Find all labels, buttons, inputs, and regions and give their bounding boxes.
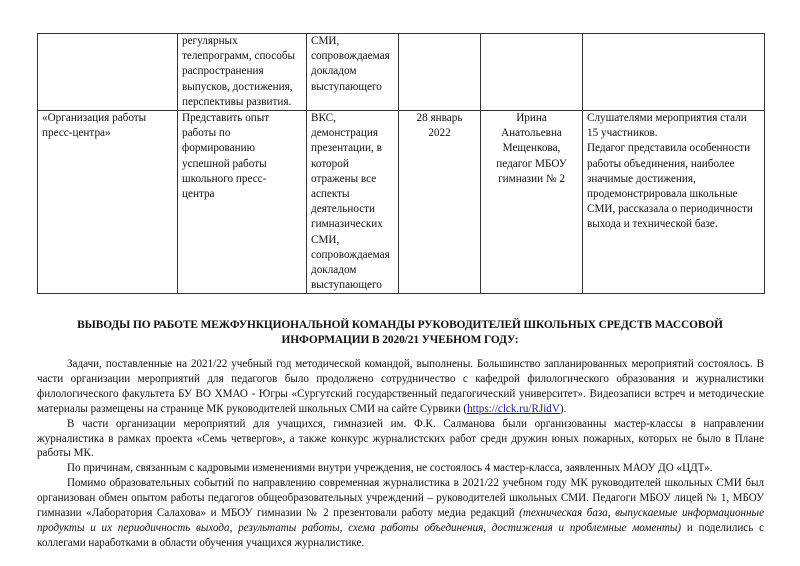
format-cell: СМИ, сопровождаемая докладом выступающего	[307, 34, 399, 111]
format-cell: ВКС, демонстрация презентации, в которой отражены все аспекты деятельности гимназических СМИ, сопровождаемая докладом выступающего	[307, 111, 399, 294]
survики-link[interactable]: https://clck.ru/RJidV	[467, 402, 560, 415]
paragraph-cancelled: По причинам, связанным с кадровыми изменениями внутри учреждения, не состоялось 4 мастер-класса, заявленных МАОУ ДО «ЦДТ».	[67, 462, 713, 475]
table-row	[38, 111, 765, 294]
table-row	[38, 34, 765, 111]
speaker-cell: Ирина Анатольевна Мещенкова, педагог МБОУ гимназии № 2	[481, 111, 583, 294]
date-cell	[399, 34, 481, 111]
goal-cell: Представить опыт работы по формированию успешной работы школьного пресс- центра	[178, 111, 307, 294]
speaker-cell	[481, 34, 583, 111]
conclusions-body	[37, 357, 764, 551]
result-cell	[583, 34, 765, 111]
event-cell	[38, 34, 178, 111]
events-table	[37, 33, 765, 294]
paragraph-exchange: Помимо образовательных событий по направлению современная журналистика в 2021/22 учебном году МК руководителей школьных СМИ был организован обмен опытом работы педагогов общеобразовательных учреждений – руководителей школьных СМИ. Педагоги МБОУ лицей № 1, МБОУ гимназии «Лаборатория Салахова» и МБОУ гимназии № 2 презентовали работу медиа редакций (техническая база, выпускаемые информационные продукты и их периодичность выхода, результаты работы, схема работы объединения, достижения и проблемные моменты) и поделились с коллегами наработками в области обучения учащихся журналистике.	[37, 477, 764, 549]
event-cell: «Организация работы пресс-центра»	[38, 111, 178, 294]
goal-cell: регулярных телепрограмм, способы распространения выпусков, достижения, перспективы развития.	[178, 34, 307, 111]
paragraph-tasks: Задачи, поставленные на 2021/22 учебный год методической командой, выполнены. Большинство запланированных мероприятий состоялось. В части организации мероприятий для педагогов было продолжено сотрудничество с кафедрой филологического образования и журналистики филологического факультета БУ ВО ХМАО - Югры «Сургутский государственный педагогический университет». Видеозаписи встреч и методические материалы размещены на странице МК руководителей школьных СМИ на сайте Сурвики (https://clck.ru/RJidV).	[37, 358, 764, 415]
conclusions-heading: ВЫВОДЫ ПО РАБОТЕ МЕЖФУНКЦИОНАЛЬНОЙ КОМАНДЫ РУКОВОДИТЕЛЕЙ ШКОЛЬНЫХ СРЕДСТВ МАССОВОЙ ИНФОРМАЦИИ В 2020/21 УЧЕБНОМ ГОДУ:	[77, 319, 723, 346]
result-cell: Слушателями мероприятия стали 15 участников. Педагог представила особенности работы объединения, наиболее значимые достижения, продемонстрировала школьные СМИ, рассказала о периодичности выхода и технической базе.	[583, 111, 765, 294]
paragraph-students: В части организации мероприятий для учащихся, гимназией им. Ф.К. Салманова были организованны мастер-классы в направлении журналистика в рамках проекта «Семь четвергов», а также конкурс журналистских работ среди дружин юных пожарных, которых не было в Плане работы МК.	[37, 417, 764, 460]
date-cell: 28 январь 2022	[399, 111, 481, 294]
